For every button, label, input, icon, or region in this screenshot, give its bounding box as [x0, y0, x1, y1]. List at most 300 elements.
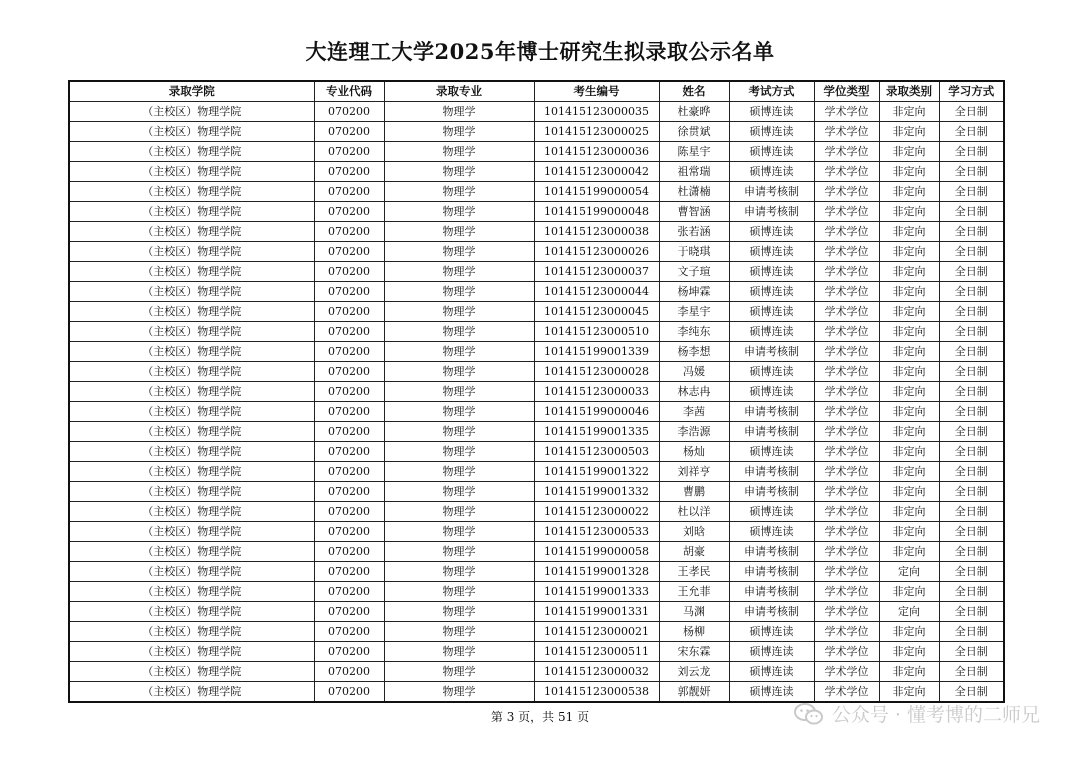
cell-exam-type: 硕博连读	[729, 622, 814, 642]
cell-exam-type: 硕博连读	[729, 282, 814, 302]
cell-name: 马渊	[659, 602, 729, 622]
cell-study-mode: 全日制	[939, 682, 1004, 703]
cell-candidate-id: 101415199000048	[534, 202, 659, 222]
cell-major-code: 070200	[314, 362, 384, 382]
cell-major-code: 070200	[314, 462, 384, 482]
cell-exam-type: 申请考核制	[729, 602, 814, 622]
cell-admission-category: 非定向	[879, 242, 939, 262]
cell-college: （主校区）物理学院	[69, 242, 314, 262]
table-row	[69, 142, 1004, 162]
table-row	[69, 362, 1004, 382]
cell-candidate-id: 101415123000028	[534, 362, 659, 382]
cell-name: 曹鹏	[659, 482, 729, 502]
cell-major: 物理学	[384, 102, 534, 122]
cell-major: 物理学	[384, 182, 534, 202]
cell-college: （主校区）物理学院	[69, 142, 314, 162]
cell-major: 物理学	[384, 522, 534, 542]
cell-study-mode: 全日制	[939, 622, 1004, 642]
cell-admission-category: 非定向	[879, 202, 939, 222]
table-row	[69, 682, 1004, 703]
cell-major: 物理学	[384, 662, 534, 682]
table-row	[69, 322, 1004, 342]
cell-study-mode: 全日制	[939, 422, 1004, 442]
cell-major-code: 070200	[314, 282, 384, 302]
column-header-name: 姓名	[659, 81, 729, 102]
cell-degree-type: 学术学位	[814, 302, 879, 322]
cell-admission-category: 定向	[879, 562, 939, 582]
cell-degree-type: 学术学位	[814, 682, 879, 703]
cell-name: 祖常瑞	[659, 162, 729, 182]
cell-admission-category: 非定向	[879, 442, 939, 462]
cell-exam-type: 硕博连读	[729, 642, 814, 662]
cell-exam-type: 硕博连读	[729, 682, 814, 703]
cell-major-code: 070200	[314, 582, 384, 602]
cell-exam-type: 申请考核制	[729, 402, 814, 422]
cell-study-mode: 全日制	[939, 382, 1004, 402]
cell-exam-type: 申请考核制	[729, 582, 814, 602]
table-row	[69, 642, 1004, 662]
cell-college: （主校区）物理学院	[69, 682, 314, 703]
cell-major: 物理学	[384, 382, 534, 402]
cell-admission-category: 非定向	[879, 102, 939, 122]
cell-study-mode: 全日制	[939, 162, 1004, 182]
cell-study-mode: 全日制	[939, 502, 1004, 522]
table-row	[69, 262, 1004, 282]
cell-study-mode: 全日制	[939, 542, 1004, 562]
cell-degree-type: 学术学位	[814, 482, 879, 502]
cell-exam-type: 申请考核制	[729, 482, 814, 502]
table-row	[69, 582, 1004, 602]
cell-major: 物理学	[384, 202, 534, 222]
table-row	[69, 402, 1004, 422]
cell-major: 物理学	[384, 322, 534, 342]
cell-candidate-id: 101415123000510	[534, 322, 659, 342]
cell-major-code: 070200	[314, 502, 384, 522]
cell-name: 李茜	[659, 402, 729, 422]
cell-major-code: 070200	[314, 642, 384, 662]
cell-admission-category: 非定向	[879, 142, 939, 162]
cell-major: 物理学	[384, 402, 534, 422]
table-row	[69, 622, 1004, 642]
cell-name: 李纯东	[659, 322, 729, 342]
cell-major-code: 070200	[314, 562, 384, 582]
table-row	[69, 502, 1004, 522]
cell-college: （主校区）物理学院	[69, 382, 314, 402]
wechat-icon	[794, 702, 824, 726]
cell-exam-type: 硕博连读	[729, 262, 814, 282]
cell-major: 物理学	[384, 642, 534, 662]
cell-exam-type: 硕博连读	[729, 382, 814, 402]
column-header-major: 录取专业	[384, 81, 534, 102]
cell-admission-category: 非定向	[879, 422, 939, 442]
cell-admission-category: 定向	[879, 602, 939, 622]
column-header-exam-type: 考试方式	[729, 81, 814, 102]
cell-degree-type: 学术学位	[814, 642, 879, 662]
cell-major-code: 070200	[314, 482, 384, 502]
table-row	[69, 302, 1004, 322]
cell-admission-category: 非定向	[879, 682, 939, 703]
cell-degree-type: 学术学位	[814, 222, 879, 242]
cell-exam-type: 硕博连读	[729, 122, 814, 142]
cell-name: 杜以洋	[659, 502, 729, 522]
cell-name: 胡豪	[659, 542, 729, 562]
cell-college: （主校区）物理学院	[69, 342, 314, 362]
cell-major: 物理学	[384, 262, 534, 282]
cell-exam-type: 申请考核制	[729, 542, 814, 562]
cell-study-mode: 全日制	[939, 262, 1004, 282]
cell-admission-category: 非定向	[879, 282, 939, 302]
cell-degree-type: 学术学位	[814, 242, 879, 262]
cell-study-mode: 全日制	[939, 242, 1004, 262]
table-row	[69, 422, 1004, 442]
cell-degree-type: 学术学位	[814, 182, 879, 202]
admission-table	[68, 80, 1005, 703]
cell-name: 刘云龙	[659, 662, 729, 682]
cell-admission-category: 非定向	[879, 262, 939, 282]
cell-major-code: 070200	[314, 162, 384, 182]
cell-admission-category: 非定向	[879, 182, 939, 202]
cell-study-mode: 全日制	[939, 222, 1004, 242]
cell-college: （主校区）物理学院	[69, 362, 314, 382]
cell-degree-type: 学术学位	[814, 442, 879, 462]
cell-college: （主校区）物理学院	[69, 562, 314, 582]
cell-admission-category: 非定向	[879, 502, 939, 522]
cell-admission-category: 非定向	[879, 222, 939, 242]
cell-major: 物理学	[384, 602, 534, 622]
cell-exam-type: 硕博连读	[729, 242, 814, 262]
cell-college: （主校区）物理学院	[69, 262, 314, 282]
cell-name: 杜潇楠	[659, 182, 729, 202]
cell-major-code: 070200	[314, 122, 384, 142]
cell-name: 李浩源	[659, 422, 729, 442]
cell-study-mode: 全日制	[939, 282, 1004, 302]
cell-study-mode: 全日制	[939, 402, 1004, 422]
cell-study-mode: 全日制	[939, 102, 1004, 122]
cell-candidate-id: 101415199001331	[534, 602, 659, 622]
cell-college: （主校区）物理学院	[69, 542, 314, 562]
cell-name: 王孝民	[659, 562, 729, 582]
cell-exam-type: 硕博连读	[729, 302, 814, 322]
table-row	[69, 182, 1004, 202]
table-row	[69, 442, 1004, 462]
cell-major-code: 070200	[314, 262, 384, 282]
cell-college: （主校区）物理学院	[69, 442, 314, 462]
cell-college: （主校区）物理学院	[69, 482, 314, 502]
cell-college: （主校区）物理学院	[69, 202, 314, 222]
cell-candidate-id: 101415199000046	[534, 402, 659, 422]
cell-name: 杜豪晔	[659, 102, 729, 122]
column-header-college: 录取学院	[69, 81, 314, 102]
cell-major: 物理学	[384, 582, 534, 602]
cell-study-mode: 全日制	[939, 122, 1004, 142]
cell-exam-type: 申请考核制	[729, 202, 814, 222]
cell-admission-category: 非定向	[879, 482, 939, 502]
cell-admission-category: 非定向	[879, 642, 939, 662]
cell-candidate-id: 101415123000021	[534, 622, 659, 642]
cell-degree-type: 学术学位	[814, 602, 879, 622]
cell-study-mode: 全日制	[939, 302, 1004, 322]
cell-major-code: 070200	[314, 402, 384, 422]
table-row	[69, 282, 1004, 302]
cell-name: 杨坤霖	[659, 282, 729, 302]
page-title: 大连理工大学2025年博士研究生拟录取公示名单	[305, 39, 775, 64]
cell-study-mode: 全日制	[939, 582, 1004, 602]
watermark-text: 公众号 · 懂考博的二师兄	[831, 704, 1040, 726]
cell-exam-type: 硕博连读	[729, 522, 814, 542]
column-header-degree-type: 学位类型	[814, 81, 879, 102]
cell-exam-type: 申请考核制	[729, 562, 814, 582]
cell-major-code: 070200	[314, 662, 384, 682]
cell-name: 刘祥亨	[659, 462, 729, 482]
cell-major: 物理学	[384, 162, 534, 182]
column-header-candidate-id: 考生编号	[534, 81, 659, 102]
cell-candidate-id: 101415123000037	[534, 262, 659, 282]
cell-degree-type: 学术学位	[814, 142, 879, 162]
cell-candidate-id: 101415199001333	[534, 582, 659, 602]
cell-admission-category: 非定向	[879, 522, 939, 542]
cell-college: （主校区）物理学院	[69, 402, 314, 422]
cell-admission-category: 非定向	[879, 582, 939, 602]
cell-major: 物理学	[384, 442, 534, 462]
cell-study-mode: 全日制	[939, 482, 1004, 502]
cell-degree-type: 学术学位	[814, 462, 879, 482]
cell-candidate-id: 101415123000503	[534, 442, 659, 462]
cell-exam-type: 硕博连读	[729, 322, 814, 342]
cell-candidate-id: 101415123000033	[534, 382, 659, 402]
cell-study-mode: 全日制	[939, 462, 1004, 482]
cell-major-code: 070200	[314, 302, 384, 322]
cell-name: 曹智涵	[659, 202, 729, 222]
cell-major: 物理学	[384, 482, 534, 502]
cell-candidate-id: 101415199001339	[534, 342, 659, 362]
cell-admission-category: 非定向	[879, 622, 939, 642]
cell-major: 物理学	[384, 422, 534, 442]
table-row	[69, 102, 1004, 122]
cell-major-code: 070200	[314, 422, 384, 442]
cell-study-mode: 全日制	[939, 442, 1004, 462]
cell-major-code: 070200	[314, 382, 384, 402]
cell-major: 物理学	[384, 342, 534, 362]
cell-candidate-id: 101415199001335	[534, 422, 659, 442]
cell-major: 物理学	[384, 302, 534, 322]
cell-degree-type: 学术学位	[814, 262, 879, 282]
cell-candidate-id: 101415199001322	[534, 462, 659, 482]
cell-admission-category: 非定向	[879, 362, 939, 382]
cell-name: 杨灿	[659, 442, 729, 462]
cell-college: （主校区）物理学院	[69, 582, 314, 602]
cell-candidate-id: 101415123000038	[534, 222, 659, 242]
cell-candidate-id: 101415123000538	[534, 682, 659, 703]
cell-degree-type: 学术学位	[814, 562, 879, 582]
cell-exam-type: 硕博连读	[729, 222, 814, 242]
cell-major-code: 070200	[314, 182, 384, 202]
cell-study-mode: 全日制	[939, 182, 1004, 202]
cell-degree-type: 学术学位	[814, 582, 879, 602]
cell-study-mode: 全日制	[939, 602, 1004, 622]
cell-degree-type: 学术学位	[814, 522, 879, 542]
cell-major: 物理学	[384, 542, 534, 562]
column-header-study-mode: 学习方式	[939, 81, 1004, 102]
cell-degree-type: 学术学位	[814, 422, 879, 442]
cell-college: （主校区）物理学院	[69, 322, 314, 342]
cell-study-mode: 全日制	[939, 322, 1004, 342]
table-row	[69, 122, 1004, 142]
cell-college: （主校区）物理学院	[69, 602, 314, 622]
cell-major-code: 070200	[314, 222, 384, 242]
table-row	[69, 242, 1004, 262]
cell-study-mode: 全日制	[939, 522, 1004, 542]
cell-major: 物理学	[384, 222, 534, 242]
cell-major: 物理学	[384, 142, 534, 162]
cell-admission-category: 非定向	[879, 122, 939, 142]
cell-degree-type: 学术学位	[814, 322, 879, 342]
cell-college: （主校区）物理学院	[69, 302, 314, 322]
cell-major: 物理学	[384, 562, 534, 582]
cell-major-code: 070200	[314, 242, 384, 262]
table-row	[69, 542, 1004, 562]
cell-major-code: 070200	[314, 102, 384, 122]
watermark	[794, 700, 1040, 727]
cell-major: 物理学	[384, 282, 534, 302]
cell-major-code: 070200	[314, 322, 384, 342]
cell-name: 王允菲	[659, 582, 729, 602]
cell-admission-category: 非定向	[879, 382, 939, 402]
cell-degree-type: 学术学位	[814, 402, 879, 422]
cell-name: 文子瑄	[659, 262, 729, 282]
cell-major-code: 070200	[314, 542, 384, 562]
cell-college: （主校区）物理学院	[69, 182, 314, 202]
cell-major: 物理学	[384, 502, 534, 522]
cell-study-mode: 全日制	[939, 202, 1004, 222]
cell-admission-category: 非定向	[879, 462, 939, 482]
cell-candidate-id: 101415123000044	[534, 282, 659, 302]
cell-degree-type: 学术学位	[814, 342, 879, 362]
cell-exam-type: 硕博连读	[729, 362, 814, 382]
cell-name: 徐贯斌	[659, 122, 729, 142]
cell-admission-category: 非定向	[879, 322, 939, 342]
cell-major: 物理学	[384, 682, 534, 703]
cell-candidate-id: 101415123000026	[534, 242, 659, 262]
cell-name: 林志冉	[659, 382, 729, 402]
cell-candidate-id: 101415199000054	[534, 182, 659, 202]
cell-major-code: 070200	[314, 202, 384, 222]
cell-major-code: 070200	[314, 682, 384, 703]
cell-college: （主校区）物理学院	[69, 422, 314, 442]
cell-study-mode: 全日制	[939, 642, 1004, 662]
cell-college: （主校区）物理学院	[69, 662, 314, 682]
cell-degree-type: 学术学位	[814, 102, 879, 122]
table-row	[69, 522, 1004, 542]
cell-exam-type: 硕博连读	[729, 162, 814, 182]
cell-candidate-id: 101415123000045	[534, 302, 659, 322]
cell-exam-type: 硕博连读	[729, 442, 814, 462]
cell-college: （主校区）物理学院	[69, 522, 314, 542]
cell-study-mode: 全日制	[939, 562, 1004, 582]
table-row	[69, 602, 1004, 622]
cell-candidate-id: 101415199000058	[534, 542, 659, 562]
cell-study-mode: 全日制	[939, 362, 1004, 382]
cell-degree-type: 学术学位	[814, 502, 879, 522]
cell-name: 刘晗	[659, 522, 729, 542]
cell-name: 于晓琪	[659, 242, 729, 262]
cell-exam-type: 申请考核制	[729, 422, 814, 442]
cell-name: 李星宇	[659, 302, 729, 322]
page-footer: 第 3 页，共 51 页	[490, 710, 590, 724]
cell-admission-category: 非定向	[879, 662, 939, 682]
cell-candidate-id: 101415123000036	[534, 142, 659, 162]
cell-candidate-id: 101415199001332	[534, 482, 659, 502]
cell-degree-type: 学术学位	[814, 542, 879, 562]
cell-exam-type: 申请考核制	[729, 462, 814, 482]
cell-name: 宋东霖	[659, 642, 729, 662]
cell-college: （主校区）物理学院	[69, 642, 314, 662]
cell-admission-category: 非定向	[879, 302, 939, 322]
cell-college: （主校区）物理学院	[69, 282, 314, 302]
cell-exam-type: 硕博连读	[729, 102, 814, 122]
cell-name: 张若涵	[659, 222, 729, 242]
cell-college: （主校区）物理学院	[69, 622, 314, 642]
cell-admission-category: 非定向	[879, 402, 939, 422]
cell-name: 杨柳	[659, 622, 729, 642]
table-row	[69, 462, 1004, 482]
cell-candidate-id: 101415199001328	[534, 562, 659, 582]
cell-degree-type: 学术学位	[814, 382, 879, 402]
cell-exam-type: 申请考核制	[729, 182, 814, 202]
table-row	[69, 162, 1004, 182]
cell-college: （主校区）物理学院	[69, 122, 314, 142]
cell-degree-type: 学术学位	[814, 202, 879, 222]
cell-degree-type: 学术学位	[814, 282, 879, 302]
cell-degree-type: 学术学位	[814, 362, 879, 382]
cell-candidate-id: 101415123000533	[534, 522, 659, 542]
cell-candidate-id: 101415123000032	[534, 662, 659, 682]
cell-candidate-id: 101415123000035	[534, 102, 659, 122]
cell-major-code: 070200	[314, 142, 384, 162]
cell-candidate-id: 101415123000022	[534, 502, 659, 522]
cell-major: 物理学	[384, 362, 534, 382]
cell-major: 物理学	[384, 242, 534, 262]
cell-college: （主校区）物理学院	[69, 222, 314, 242]
cell-candidate-id: 101415123000511	[534, 642, 659, 662]
cell-exam-type: 申请考核制	[729, 342, 814, 362]
cell-name: 杨李想	[659, 342, 729, 362]
cell-candidate-id: 101415123000025	[534, 122, 659, 142]
cell-study-mode: 全日制	[939, 142, 1004, 162]
column-header-major-code: 专业代码	[314, 81, 384, 102]
cell-exam-type: 硕博连读	[729, 662, 814, 682]
cell-degree-type: 学术学位	[814, 122, 879, 142]
column-header-admission-category: 录取类别	[879, 81, 939, 102]
cell-college: （主校区）物理学院	[69, 502, 314, 522]
cell-major-code: 070200	[314, 602, 384, 622]
cell-admission-category: 非定向	[879, 342, 939, 362]
cell-candidate-id: 101415123000042	[534, 162, 659, 182]
table-header-row	[69, 81, 1004, 102]
cell-major: 物理学	[384, 622, 534, 642]
cell-major: 物理学	[384, 462, 534, 482]
cell-degree-type: 学术学位	[814, 162, 879, 182]
cell-degree-type: 学术学位	[814, 662, 879, 682]
table-row	[69, 562, 1004, 582]
cell-study-mode: 全日制	[939, 662, 1004, 682]
cell-name: 冯媛	[659, 362, 729, 382]
cell-degree-type: 学术学位	[814, 622, 879, 642]
table-row	[69, 222, 1004, 242]
cell-college: （主校区）物理学院	[69, 102, 314, 122]
cell-admission-category: 非定向	[879, 162, 939, 182]
cell-major-code: 070200	[314, 342, 384, 362]
cell-name: 郭靓妍	[659, 682, 729, 703]
